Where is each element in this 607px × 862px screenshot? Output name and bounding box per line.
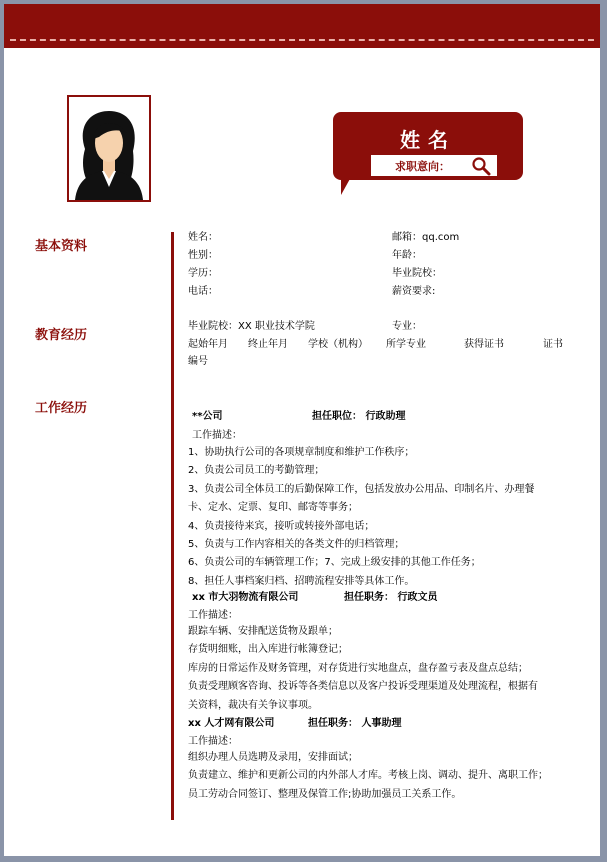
basic-email: 邮箱：qq.com (392, 232, 460, 243)
list-item: 员工劳动合同签订、整理及保管工作;协助加强员工关系工作。 (188, 788, 462, 800)
avatar (67, 95, 151, 202)
job3-company: xx 人才网有限公司 (188, 718, 275, 729)
job1-desc (188, 444, 583, 591)
edu-col-cert: 获得证书 (464, 339, 504, 350)
list-item: 库房的日常运作及财务管理，对存货进行实地盘点，盘存盈亏表及盘点总结； (188, 662, 528, 674)
job2-desc-label: 工作描述： (188, 610, 238, 621)
section-title-basic: 基本资料 (35, 239, 88, 254)
list-item: 关资料，裁决有关争议事项。 (188, 699, 318, 711)
edu-major: 专业： (392, 321, 422, 332)
edu-col-school: 学校（机构） (308, 339, 368, 350)
candidate-name: 姓名 (400, 128, 456, 152)
timeline-divider (171, 232, 174, 820)
list-item: 存货明细账，出入库进行帐簿登记； (188, 644, 348, 656)
edu-col-end: 终止年月 (248, 339, 288, 350)
job-intent-box (371, 155, 497, 176)
job3-desc (188, 749, 583, 804)
list-item: 6、负责公司的车辆管理工作；7、完成上级安排的其他工作任务； (188, 557, 481, 569)
section-title-work: 工作经历 (35, 401, 88, 416)
basic-salary: 薪资要求: (392, 286, 436, 297)
avatar-silhouette-icon (69, 97, 149, 200)
job1-position: 担任职位： 行政助理 (312, 411, 406, 422)
job3-desc-label: 工作描述： (188, 736, 238, 747)
basic-school: 毕业院校： (392, 268, 442, 279)
basic-gender: 性别： (188, 250, 218, 261)
section-title-education: 教育经历 (35, 328, 88, 343)
job2-desc (188, 623, 583, 715)
list-item: 3、负责公司全体员工的后勤保障工作，包括发放办公用品、印制名片、办理餐 (188, 483, 535, 495)
search-icon (470, 156, 492, 176)
job-intent-label: 求职意向： (395, 160, 450, 173)
basic-age: 年龄： (392, 250, 422, 261)
dashed-stitch-line (10, 39, 594, 41)
basic-name: 姓名： (188, 232, 218, 243)
job2-company: xx 市大羽物流有限公司 (192, 592, 299, 603)
header-band (4, 4, 600, 48)
basic-degree: 学历： (188, 268, 218, 279)
job2-position: 担任职务： 行政文员 (344, 592, 438, 603)
resume-page (4, 4, 600, 856)
list-item: 1、协助执行公司的各项规章制度和维护工作秩序； (188, 447, 415, 458)
job3-position: 担任职务： 人事助理 (308, 718, 402, 729)
basic-phone: 电话： (188, 286, 218, 297)
edu-col-wrap: 编号 (188, 356, 208, 367)
name-bubble (333, 112, 523, 180)
list-item: 负责建立、维护和更新公司的内外部人才库。考核上岗、调动、提升、离职工作； (188, 770, 548, 782)
list-item: 跟踪车辆、安排配送货物及跟单； (188, 626, 338, 637)
list-item: 负责受理顾客咨询、投诉等各类信息以及客户投诉受理渠道及处理流程，根据有 (188, 681, 538, 693)
edu-col-major: 所学专业 (386, 339, 426, 350)
edu-col-start: 起始年月 (188, 339, 228, 350)
edu-school: 毕业院校：XX 职业技术学院 (188, 321, 315, 332)
list-item: 4、负责接待来宾，接听或转接外部电话； (188, 520, 375, 532)
list-item: 8、担任人事档案归档、招聘流程安排等具体工作。 (188, 575, 415, 587)
list-item: 卡、定水、定票、复印、邮寄等事务； (188, 502, 358, 514)
list-item: 2、负责公司员工的考勤管理； (188, 465, 325, 477)
edu-col-certno: 证书 (543, 339, 563, 350)
list-item: 组织办理人员选聘及录用，安排面试； (188, 752, 358, 763)
job1-company: **公司 (192, 411, 223, 422)
job1-desc-label: 工作描述： (192, 430, 242, 441)
list-item: 5、负责与工作内容相关的各类文件的归档管理； (188, 539, 405, 551)
